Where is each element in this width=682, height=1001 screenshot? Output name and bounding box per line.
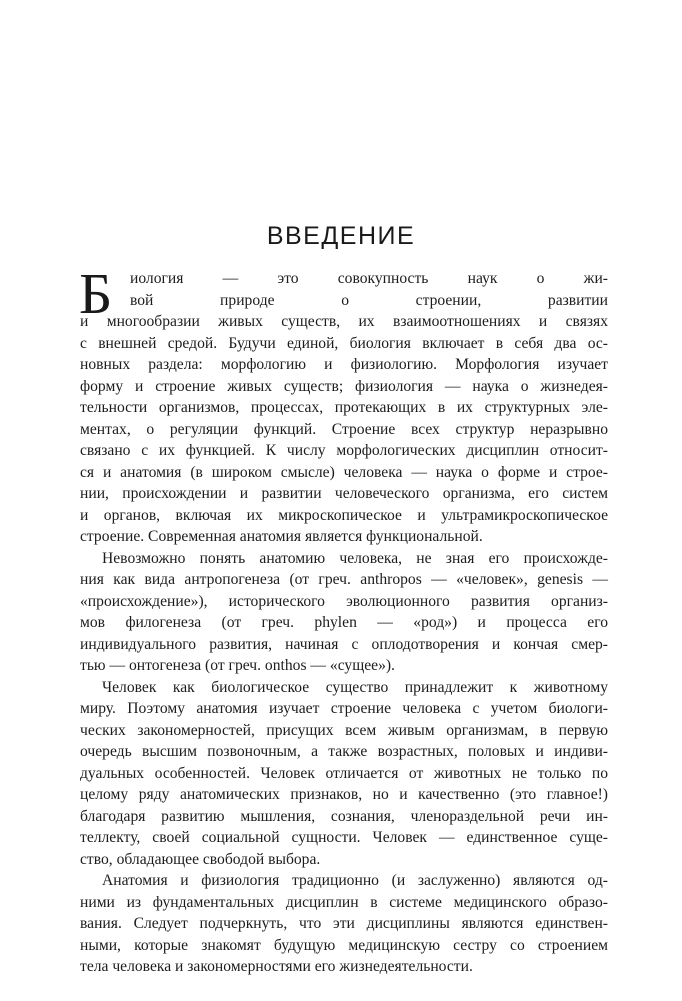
chapter-title: ВВЕДЕНИЕ [266,222,416,250]
text-line: очередь высшим позвоночным, а также возрастных, половых и индиви- [80,743,608,760]
text-line: «происхождение»), исторического эволюционного развития организ- [80,592,608,610]
text-line: Невозможно понять анатомию человека, не зная его происхожде- [102,549,608,567]
text-line: ними из фундаментальных дисциплин в системе медицинского образо- [80,893,608,911]
chapter-body [79,261,608,978]
text-line: связано с их функцией. К числу морфологических дисциплин относит- [80,442,608,459]
text-line: ство, обладающее свободой выбора. [80,850,321,868]
text-line: вания. Следует подчеркнуть, что эти дисциплины являются единствен- [80,915,608,932]
text-line: миру. Поэтому анатомия изучает строение человека с учетом биологи- [80,700,608,717]
text-line: форму и строение живых существ; физиология — наука о жизнедея- [80,377,608,395]
text-line: дуальных особенностей. Человек отличается от животных не только по [80,764,608,782]
paragraph-2 [80,548,608,677]
paragraph-1 [79,261,608,548]
text-line: тью — онтогенеза (от греч. onthos — «сущее»). [80,657,395,674]
text-line: вой природе о строении, развитии [130,291,608,309]
text-line: строение. Современная анатомия является функциональной. [80,528,483,545]
text-line: ния как вида антропогенеза (от греч. anthropos — «человек», genesis — [80,571,608,588]
paragraph-3 [80,677,608,871]
text-line: ся и анатомия (в широком смысле) человека — наука о форме и строе- [80,463,608,481]
text-line: нии, происхождении и развитии человеческого организма, его систем [80,485,608,502]
text-line: благодаря развитию мышления, сознания, членораздельной речи ин- [80,807,608,825]
text-line: ческих закономерностей, присущих всем живым организмам, в первую [80,721,608,739]
text-line: теллекту, своей социальной сущности. Человек — единственное суще- [80,829,608,846]
text-line: целому ряду анатомических признаков, но и качественно (это главное!) [80,786,608,803]
text-line: ментах, о регуляции функций. Строение всех структур неразрывно [80,420,608,438]
text-line: новных раздела: морфологию и физиологию. Морфология изучает [80,356,608,373]
text-line: тела человека и закономерностями его жизнедеятельности. [80,958,473,975]
paragraph-4 [80,870,608,978]
text-line: иология — это совокупность наук о жи- [130,270,608,287]
text-line: и органов, включая их микроскопическое и ультрамикроскопическое [80,506,608,524]
text-line: индивидуального развития, начиная с оплодотворения и кончая смер- [80,635,608,653]
text-line: ными, которые знакомят будущую медицинскую сестру со строением [80,936,608,954]
text-line: Человек как биологическое существо принадлежит к животному [102,678,608,696]
text-line: с внешней средой. Будучи единой, биология включает в себя два ос- [80,334,608,352]
text-line: мов филогенеза (от греч. phylen — «род») и процесса его [80,614,608,631]
text-line: и многообразии живых существ, их взаимоотношениях и связях [80,313,608,330]
text-line: тельности организмов, процессах, протекающих в их структурных эле- [80,399,608,416]
text-line: Анатомия и физиология традиционно (и заслуженно) являются од- [102,872,608,889]
drop-cap: Б [79,261,113,326]
